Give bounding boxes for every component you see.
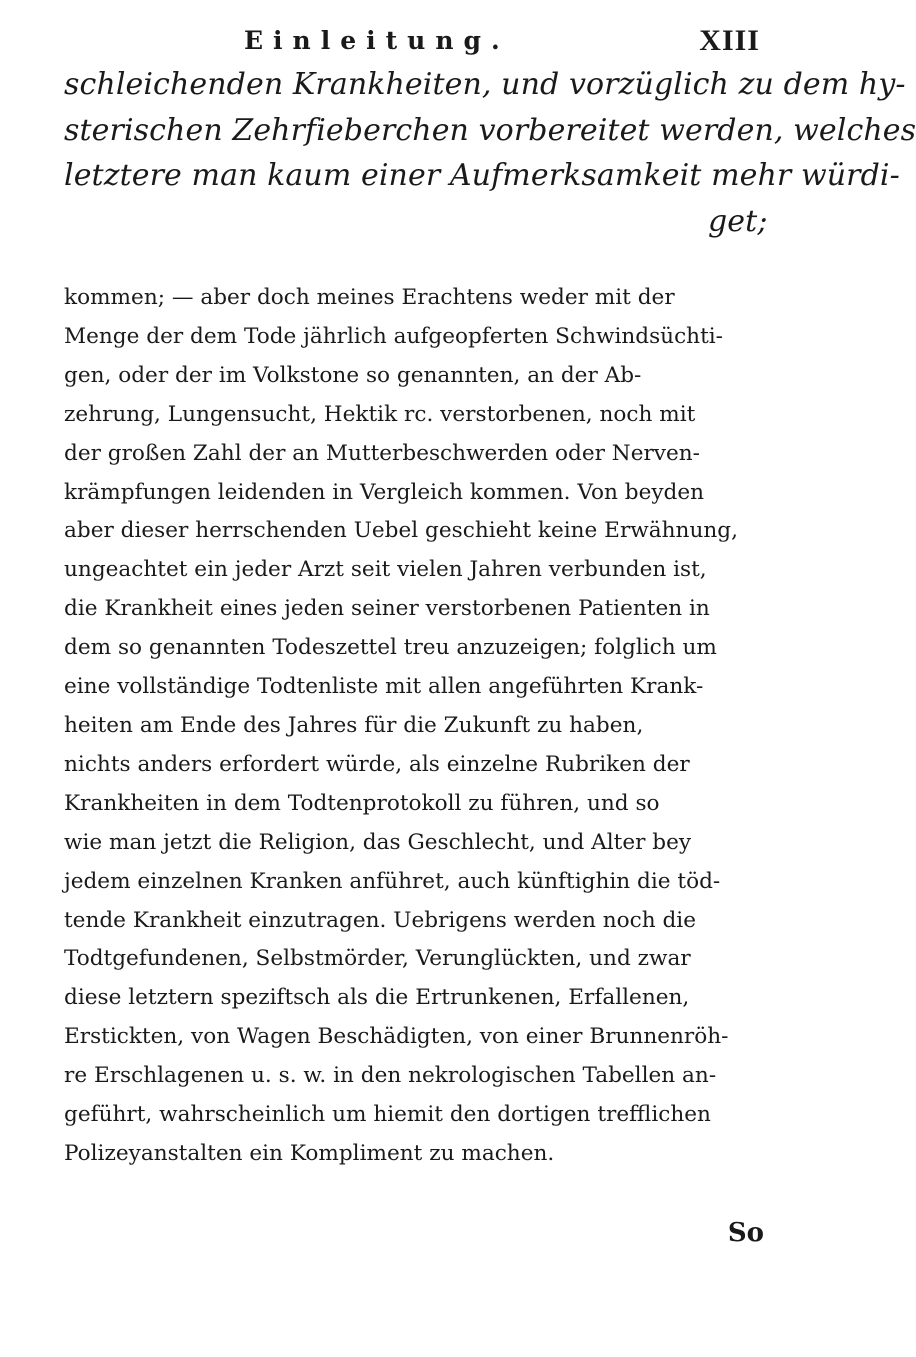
text-line: Polizeyanstalten ein Kompliment zu machen. [64,1140,555,1166]
text-line: diese letztern speziftsch als die Ertrunkenen, Erfallenen, [64,985,690,1011]
catchword: So [727,1218,764,1248]
text-line: wie man jetzt die Religion, das Geschlecht, und Alter bey [64,829,692,855]
text-line: re Erschlagenen u. s. w. in den nekrologischen Tabellen an- [64,1063,717,1089]
text-line: dem so genannten Todeszettel treu anzuzeigen; folglich um [64,635,717,661]
text-line: get; [708,203,768,239]
text-line: geführt, wahrscheinlich um hiemit den dortigen trefflichen [64,1102,711,1128]
text-line: Todtgefundenen, Selbstmörder, Verunglückten, und zwar [64,946,691,972]
text-line: Menge der dem Tode jährlich aufgeopferten Schwindsüchti- [64,323,723,349]
text-line: kommen; — aber doch meines Erachtens weder mit der [64,285,675,310]
text-line: Erstickten, von Wagen Beschädigten, von einer Brunnenröh- [64,1024,729,1050]
text-line: sterischen Zehrfieberchen vorbereitet werden, welches [64,112,916,148]
page-number: XIII [699,24,760,57]
small-type-paragraph [64,279,764,1174]
text-line: Krankheiten in dem Todtenprotokoll zu führen, und so [64,790,660,816]
text-line: nichts anders erfordert würde, als einzelne Rubriken der [64,751,690,777]
text-line: letztere man kaum einer Aufmerksamkeit mehr würdi- [64,158,900,193]
text-line: ungeachtet ein jeder Arzt seit vielen Jahren verbunden ist, [64,557,707,583]
text-line: schleichenden Krankheiten, und vorzüglich zu dem hy- [64,67,906,102]
large-type-paragraph [64,62,916,244]
text-line: krämpfungen leidenden in Vergleich kommen. Von beyden [64,479,705,505]
running-title: Einleitung. [244,26,510,55]
text-line: gen, oder der im Volkstone so genannten, an der Ab- [64,362,642,388]
running-head [0,24,801,64]
text-line: aber dieser herrschenden Uebel geschieht keine Erwähnung, [64,518,738,544]
text-line: der großen Zahl der an Mutterbeschwerden oder Nerven- [64,440,700,466]
text-line: jedem einzelnen Kranken anführet, auch künftighin die töd- [64,868,721,894]
text-line: zehrung, Lungensucht, Hektik rc. verstorbenen, noch mit [64,401,696,427]
text-line: tende Krankheit einzutragen. Uebrigens werden noch die [64,907,696,933]
text-line: eine vollständige Todtenliste mit allen angeführten Krank- [64,674,704,700]
text-line: heiten am Ende des Jahres für die Zukunft zu haben, [64,712,644,738]
text-line: die Krankheit eines jeden seiner verstorbenen Patienten in [64,596,710,622]
